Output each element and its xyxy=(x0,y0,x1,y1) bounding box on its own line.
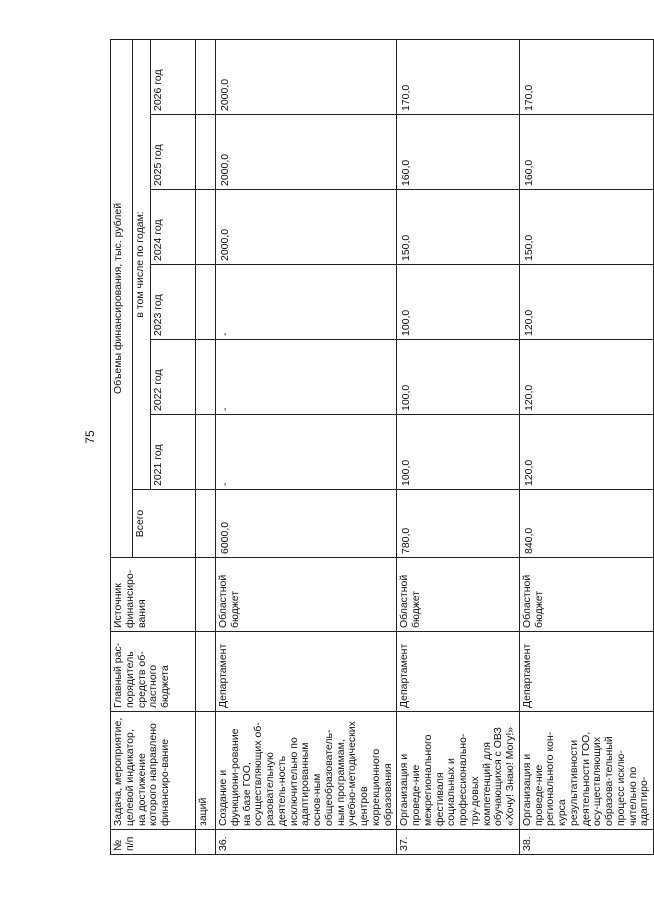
continuation-total xyxy=(196,490,216,558)
row-admin: Департамент xyxy=(397,632,520,712)
header-year-2021: 2021 год xyxy=(151,415,196,490)
table-wrapper xyxy=(110,40,651,855)
row-num: 38. xyxy=(519,830,653,855)
row-source: Областной бюджет xyxy=(397,558,520,632)
rotated-table-container xyxy=(110,40,651,855)
table-row xyxy=(519,39,653,854)
header-year-2023: 2023 год xyxy=(151,265,196,340)
continuation-y2024 xyxy=(196,190,216,265)
page-number: 75 xyxy=(83,430,97,444)
row-y2023: - xyxy=(216,265,397,340)
header-row-1 xyxy=(111,39,133,854)
row-y2024: 150,0 xyxy=(519,190,653,265)
continuation-y2023 xyxy=(196,265,216,340)
row-admin: Департамент xyxy=(216,632,397,712)
row-y2025: 160,0 xyxy=(519,115,653,190)
continuation-y2025 xyxy=(196,115,216,190)
row-task: Создание и функциони-рование на базе ГОО, осуществляющих об-разовательную деятель-ность исключительно по адаптированным основ-ным общеобразователь-ным программам, учебно-методических центров коррекционного образования xyxy=(216,712,397,830)
header-task: Задача, мероприятие, целевой индикатор, на достижение которого направлено финансиро-вание xyxy=(111,712,196,830)
row-y2025: 2000,0 xyxy=(216,115,397,190)
header-year-2025: 2025 год xyxy=(151,115,196,190)
row-y2026: 170,0 xyxy=(519,39,653,114)
row-total: 780,0 xyxy=(397,490,520,558)
header-total: Всего xyxy=(133,490,196,558)
row-y2021: 120,0 xyxy=(519,415,653,490)
header-num: № п/п xyxy=(111,830,196,855)
financing-table xyxy=(110,39,654,855)
header-year-2024: 2024 год xyxy=(151,190,196,265)
header-by-years: в том числе по годам: xyxy=(133,39,151,489)
row-y2021: 100,0 xyxy=(397,415,520,490)
row-y2022: - xyxy=(216,340,397,415)
continuation-num xyxy=(196,830,216,855)
row-y2023: 100,0 xyxy=(397,265,520,340)
row-admin: Департамент xyxy=(519,632,653,712)
header-volumes: Объемы финансирования, тыс. рублей xyxy=(111,39,133,557)
row-y2024: 2000,0 xyxy=(216,190,397,265)
continuation-y2026 xyxy=(196,39,216,114)
row-num: 36. xyxy=(216,830,397,855)
table-row xyxy=(397,39,520,854)
header-year-2022: 2022 год xyxy=(151,340,196,415)
row-total: 840,0 xyxy=(519,490,653,558)
continuation-row xyxy=(196,39,216,854)
row-y2023: 120,0 xyxy=(519,265,653,340)
row-y2021: - xyxy=(216,415,397,490)
row-source: Областной бюджет xyxy=(216,558,397,632)
continuation-admin xyxy=(196,632,216,712)
row-num: 37. xyxy=(397,830,520,855)
row-total: 6000,0 xyxy=(216,490,397,558)
row-task: Организация и проведе-ние регионального кон-курса результативности деятельности ГОО, осу-ществляющих образова-тельный процесс исклю-чительно по адаптиро- xyxy=(519,712,653,830)
row-y2025: 160,0 xyxy=(397,115,520,190)
header-year-2026: 2026 год xyxy=(151,39,196,114)
row-y2022: 120,0 xyxy=(519,340,653,415)
continuation-y2022 xyxy=(196,340,216,415)
row-y2022: 100,0 xyxy=(397,340,520,415)
row-y2026: 2000,0 xyxy=(216,39,397,114)
row-y2026: 170,0 xyxy=(397,39,520,114)
continuation-y2021 xyxy=(196,415,216,490)
table-row xyxy=(216,39,397,854)
row-source: Областной бюджет xyxy=(519,558,653,632)
header-admin: Главный рас-порядитель средств об-ластного бюджета xyxy=(111,632,196,712)
row-task: Организация и проведе-ние межрегионального фестиваля социальных и профессионально-тру-довых компетенций для обучающихся с ОВЗ «Хочу! Знаю! Могу!» xyxy=(397,712,520,830)
row-y2024: 150,0 xyxy=(397,190,520,265)
continuation-source xyxy=(196,558,216,632)
header-source: Источник финансиро-вания xyxy=(111,558,196,632)
continuation-task: заций xyxy=(196,712,216,830)
